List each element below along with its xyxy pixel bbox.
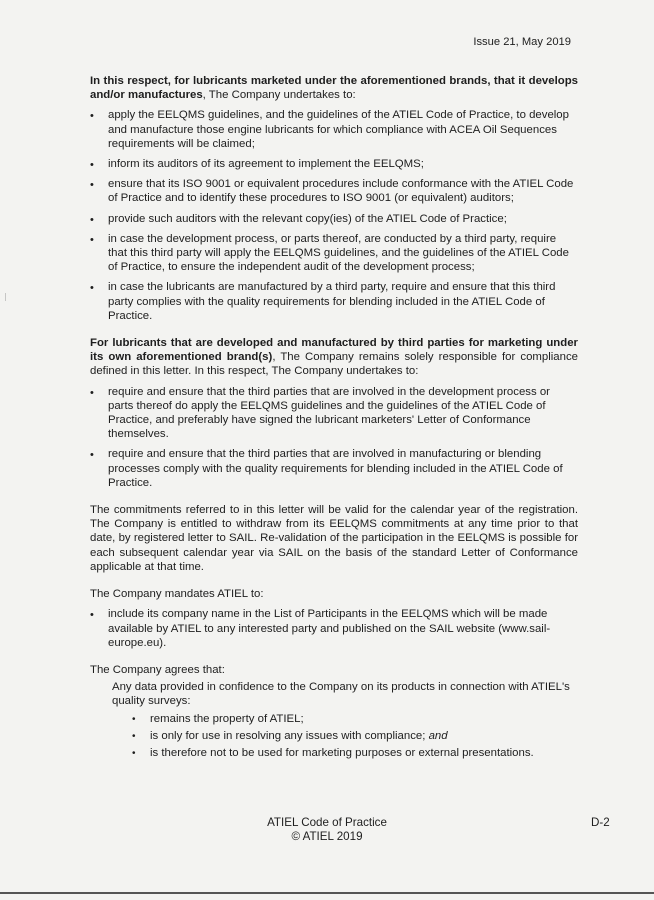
and-word: and [428, 729, 448, 742]
mandates-list [90, 607, 578, 650]
undertakings-list [90, 108, 578, 323]
list-item: • include its company name in the List of Participants in the EELQMS which will be made available by ATIEL to any interested party and published on the SAIL website (www.sail-europe.eu). [90, 607, 578, 650]
list-item: • in case the development process, or parts thereof, are conducted by a third party, require that this third party will apply the EELQMS guidelines, and the guidelines of the ATIEL Code of Practice, to ensure the independent audit of the development process; [90, 232, 578, 275]
third-party-rest: , The Company remains solely responsible for compliance defined in this letter. In this respect, The Company undertakes to: [90, 351, 578, 378]
list-item: • apply the EELQMS guidelines, and the guidelines of the ATIEL Code of Practice, to develop and manufacture those engine lubricants for which compliance with ACEA Oil Sequences requirements will be claimed; [90, 108, 578, 151]
issue-label: Issue 21, May 2019 [473, 36, 571, 48]
list-item: • provide such auditors with the relevant copy(ies) of the ATIEL Code of Practice; [90, 212, 578, 226]
third-party-paragraph [90, 336, 578, 379]
agrees-line-2: quality surveys: [112, 695, 191, 708]
intro-bold: In this respect, for lubricants marketed under the aforementioned brands, that it develops and/or manufactures [90, 75, 578, 102]
page-number: D-2 [591, 816, 610, 829]
list-item: • ensure that its ISO 9001 or equivalent procedures include conformance with the ATIEL Code of Practice and to identify these procedures to ISO 9001 (or equivalent) auditors; [90, 177, 578, 205]
list-item: • require and ensure that the third parties that are involved in the development process or parts thereof do apply the EELQMS guidelines and the guidelines of the ATIEL Code of Practice, and preferably have signed the lubricant marketers' Letter of Conformance themselves. [90, 385, 578, 442]
agrees-heading: The Company agrees that: [90, 663, 225, 676]
agrees-line-1: Any data provided in confidence to the Company on its products in connection with ATIEL's [112, 681, 570, 694]
list-item: • inform its auditors of its agreement to implement the EELQMS; [90, 157, 578, 171]
list-item-text: is only for use in resolving any issues with compliance; [150, 729, 429, 742]
agrees-list [90, 712, 578, 761]
bottom-rule [0, 892, 654, 894]
mandates-heading: The Company mandates ATIEL to: [90, 588, 264, 601]
intro-rest: , The Company undertakes to: [202, 89, 356, 102]
list-item: • require and ensure that the third parties that are involved in manufacturing or blending processes comply with the quality requirements for blending included in the ATIEL Code of Practice. [90, 447, 578, 490]
document-body [90, 74, 578, 760]
scan-mark [5, 293, 12, 301]
footer-copyright: © ATIEL 2019 [291, 830, 363, 844]
list-item: • remains the property of ATIEL; [132, 712, 578, 726]
list-item: • in case the lubricants are manufactured by a third party, require and ensure that this third party complies with the quality requirements for blending included in the ATIEL Code of Practice. [90, 280, 578, 323]
third-party-list [90, 385, 578, 490]
third-party-bold: For lubricants that are developed and manufactured by third parties for marketing under its own aforementioned brand(s) [90, 337, 578, 364]
footer-title: ATIEL Code of Practice [267, 816, 387, 829]
list-item: • is therefore not to be used for marketing purposes or external presentations. [132, 746, 578, 760]
footer [0, 816, 654, 845]
intro-paragraph [90, 74, 578, 102]
list-item [132, 729, 578, 743]
commitments-paragraph: The commitments referred to in this letter will be valid for the calendar year of the registration. The Company is entitled to withdraw from its EELQMS commitments at any time prior to that date, by registered letter to SAIL. Re-validation of the participation in the EELQMS is possible for each subsequent calendar year via SAIL on the basis of the standard Letter of Conformance applicable at that time. [90, 504, 578, 573]
